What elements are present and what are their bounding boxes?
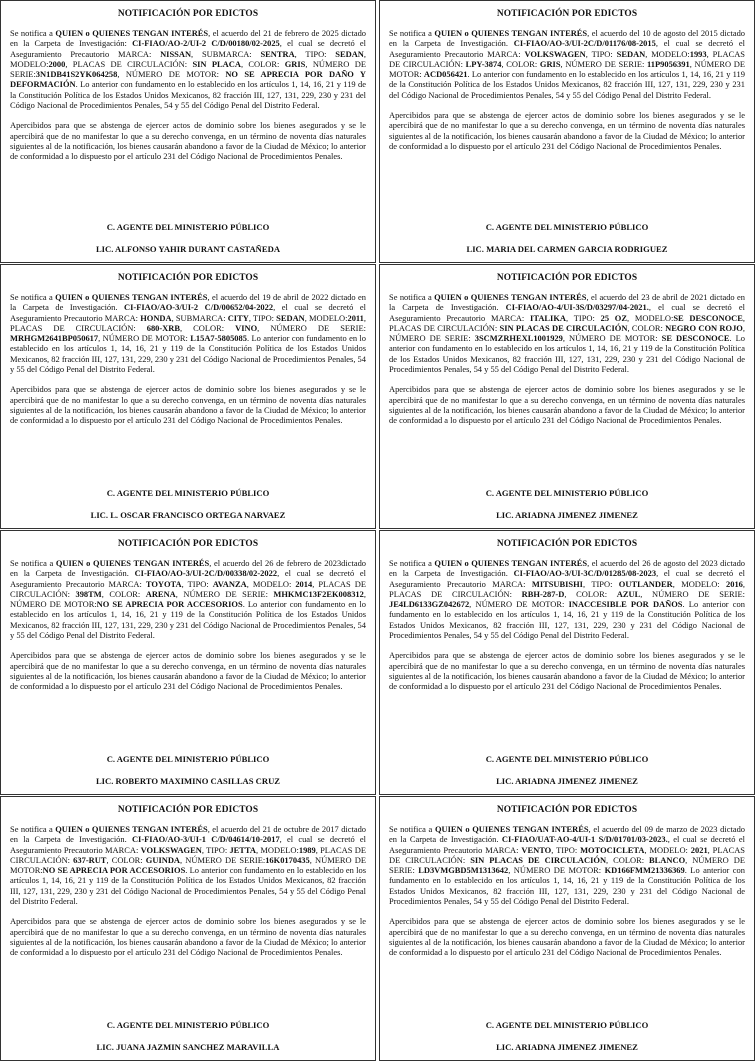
edict-notice <box>0 530 376 795</box>
signature-role: C. AGENTE DEL MINISTERIO PÚBLICO <box>106 488 270 498</box>
signer-name: LIC. ROBERTO MAXIMINO CASILLAS CRUZ <box>95 776 281 786</box>
notice-heading: NOTIFICACIÓN POR EDICTOS <box>496 9 638 19</box>
edict-notice <box>379 0 755 263</box>
signature-block <box>389 488 745 524</box>
notice-warning: Apercibidos para que se abstenga de ejercer actos de dominio sobre los bienes asegurados y se le apercibirá que de no manifestar lo que a su derecho convenga, en un término de noventa días naturales siguientes al de la notificación, los bienes causarán abandono a favor de la Ciudad de México; lo anterior de conformidad a lo dispuesto por el artículo 231 del Código Nacional de Procedimientos Penales. <box>389 650 745 692</box>
signer-name: LIC. ARIADNA JIMENEZ JIMENEZ <box>496 1042 638 1052</box>
edict-notice <box>0 264 376 529</box>
notice-warning: Apercibidos para que se abstenga de ejercer actos de dominio sobre los bienes asegurados y se le apercibirá que de no manifestar lo que a su derecho convenga, en un término de noventa días naturales siguientes al de la notificación, los bienes causarán abandono a favor de la Ciudad de México; lo anterior de conformidad a lo dispuesto por el artículo 231 del Código Nacional de Procedimientos Penales. <box>10 120 366 162</box>
notice-body: Se notifica a QUIEN o QUIENES TENGAN INTERÉS, el acuerdo del 26 de agosto del 2023 dictado en la Carpeta de Investigación. CI-FIAO/AO-3/UI-3C/D/01285/08-2023, el cual se decretó el Aseguramiento Precautorio MARCA: MITSUBISHI, TIPO: OUTLANDER, MODELO: 2016, PLACAS DE CIRCULACIÓN: RBH-287-D, COLOR: AZUL, NÚMERO DE SERIE: JE4LD6133GZ042672, NÚMERO DE MOTOR: INACCESIBLE POR DAÑOS. Lo anterior con fundamento en lo establecido en los artículos 1, 14, 16, 21 y 119 de la Constitución Política de los Estados Unidos Mexicanos, 82 fracción III, 127, 131, 229, 230 y 231 del Código Nacional de Procedimientos Penales, 54 y 55 del Código Penal del Distrito Federal. <box>389 558 746 641</box>
signature-block <box>10 222 366 258</box>
notice-body: Se notifica a QUIEN o QUIENES TENGAN INTERÉS, el acuerdo del 26 de febrero de 2023dictado en la Carpeta de Investigación. CI-FIAO/AO-3/UI-2C/D/00338/02-2022, el cual se decretó el Aseguramiento Precautorio MARCA: TOYOTA, TIPO: AVANZA, MODELO: 2014, PLACAS DE CIRCULACIÓN: 398TM, COLOR: ARENA, NÚMERO DE SERIE: MHKMC13F2EK008312, NÚMERO DE MOTOR:NO SE APRECIA POR ACCESORIOS. Lo anterior con fundamento en lo establecido en los artículos 1, 14, 16, 21 y 119 de la Constitución Política de los Estados Unidos Mexicanos, 82 fracción III, 127, 131, 229, 230 y 231 del Código Nacional de Procedimientos Penales, 54 y 55 del Código Penal del Distrito Federal. <box>10 558 367 641</box>
notice-warning: Apercibidos para que se abstenga de ejercer actos de dominio sobre los bienes asegurados y se le apercibirá que de no manifestar lo que a su derecho convenga, en un término de noventa días naturales siguientes al de la notificación, los bienes causarán abandono a favor de la Ciudad de México; lo anterior de conformidad a lo dispuesto por el artículo 231 del Código Nacional de Procedimientos Penales. <box>389 110 745 151</box>
signature-role: C. AGENTE DEL MINISTERIO PÚBLICO <box>106 1020 270 1030</box>
signature-role: C. AGENTE DEL MINISTERIO PÚBLICO <box>485 754 649 764</box>
signature-role: C. AGENTE DEL MINISTERIO PÚBLICO <box>485 488 649 498</box>
signature-role: C. AGENTE DEL MINISTERIO PÚBLICO <box>485 1020 649 1030</box>
notice-heading: NOTIFICACIÓN POR EDICTOS <box>496 273 638 283</box>
signature-block <box>10 488 366 524</box>
notice-body: Se notifica a QUIEN o QUIENES TENGAN INTERÉS, el acuerdo del 21 de octubre de 2017 dictado en la Carpeta de Investigación. CI-FIAO/AO-3/UI-1 C/D/04614/10-2017, el cual se decretó el Aseguramiento Precautorio MARCA: VOLKSWAGEN, TIPO: JETTA, MODELO:1989, PLACAS DE CIRCULACIÓN: 637-RUT, COLOR: GUINDA, NÚMERO DE SERIE:16K0170435, NÚMERO DE MOTOR:NO SE APRECIA POR ACCESORIOS. Lo anterior con fundamento en lo establecido en los artículos 1, 14, 16, 21 y 119 de la Constitución Política de los Estados Unidos Mexicanos, 82 fracción III, 127, 131, 229, 230 y 231 del Código Nacional de Procedimientos Penales, 54 y 55 del Código Penal del Distrito Federal. <box>10 824 367 907</box>
signature-block <box>10 754 366 790</box>
signer-name: LIC. MARIA DEL CARMEN GARCIA RODRIGUEZ <box>466 244 668 254</box>
notice-warning: Apercibidos para que se abstenga de ejercer actos de dominio sobre los bienes asegurados y se le apercibirá que de no manifestar lo que a su derecho convenga, en un término de noventa días naturales siguientes al de la notificación, los bienes causarán abandono a favor de la Ciudad de México; lo anterior de conformidad a lo dispuesto por el artículo 231 del Código Nacional de Procedimientos Penales. <box>10 916 366 958</box>
signer-name: LIC. ARIADNA JIMENEZ JIMENEZ <box>496 776 638 786</box>
notice-body: Se notifica a QUIEN o QUIENES TENGAN INTERÉS, el acuerdo del 10 de agosto del 2015 dictado en la Carpeta de Investigación. CI-FIAO/AO-3/UI-2C/D/01176/08-2015, el cual se decretó el Aseguramiento Precautorio MARCA: VOLKSWAGEN, TIPO: SEDAN, MODELO:1993, PLACAS DE CIRCULACIÓN: LPY-3874, COLOR: GRIS, NÚMERO DE SERIE: 11P9056391, NÚMERO DE MOTOR: ACD056421. Lo anterior con fundamento en lo establecido en los artículos 1, 14, 16, 21 y 119 de la Constitución Política de los Estados Unidos Mexicanos, 82 fracción III, 127, 131, 229, 230 y 231 del Código Nacional de Procedimientos Penales, 54 y 55 del Código Penal del Distrito Federal. <box>389 28 746 100</box>
edict-notice <box>0 796 376 1061</box>
signer-name: LIC. ALFONSO YAHIR DURANT CASTAÑEDA <box>95 244 281 254</box>
signature-block <box>389 754 745 790</box>
notice-warning: Apercibidos para que se abstenga de ejercer actos de dominio sobre los bienes asegurados y se le apercibirá que de no manifestar lo que a su derecho convenga, en un término de noventa días naturales siguientes al de la notificación, los bienes causarán abandono a favor de la Ciudad de México; lo anterior de conformidad a lo dispuesto por el artículo 231 del Código Nacional de Procedimientos Penales. <box>389 916 745 958</box>
notice-heading: NOTIFICACIÓN POR EDICTOS <box>496 805 638 815</box>
notice-heading: NOTIFICACIÓN POR EDICTOS <box>117 805 259 815</box>
notice-body: Se notifica a QUIEN o QUIENES TENGAN INTERÉS, el acuerdo del 19 de abril de 2022 dictado en la Carpeta de Investigación. CI-FIAO/AO-3/UI-2 C/D/00652/04-2022, el cual se decretó el Aseguramiento Precautorio MARCA: HONDA, SUBMARCA: CITY, TIPO: SEDAN, MODELO:2011, PLACAS DE CIRCULACIÓN: 680-XRB, COLOR: VINO, NÚMERO DE SERIE: MRHGM2641BP050617, NÚMERO DE MOTOR: L15A7-5805085. Lo anterior con fundamento en lo establecido en los artículos 1, 14, 16, 21 y 119 de la Constitución Política de los Estados Unidos Mexicanos, 82 fracción III, 127, 131, 229, 230 y 231 del Código Nacional de Procedimientos Penales, 54 y 55 del Código Penal del Distrito Federal. <box>10 292 367 375</box>
edict-notice <box>379 796 755 1061</box>
edict-notice <box>379 264 755 529</box>
notice-body: Se notifica a QUIEN o QUIENES TENGAN INTERÉS, el acuerdo del 21 de febrero de 2025 dictado en la Carpeta de Investigación: CI-FIAO/AO-2/UI-2 C/D/00180/02-2025, el cual se decretó el Aseguramiento Precautorio MARCA: NISSAN, SUBMARCA: SENTRA, TIPO: SEDAN, MODELO:2000, PLACAS DE CIRCULACIÓN: SIN PLACA, COLOR: GRIS, NÚMERO DE SERIE:3N1DB41S2YK064258, NÚMERO DE MOTOR: NO SE APRECIA POR DAÑO Y DEFORMACIÓN. Lo anterior con fundamento en lo establecido en los artículos 1, 14, 16, 21 y 119 de la Constitución Política de los Estados Unidos Mexicanos, 82 fracción III, 127, 131, 229, 230 y 231 del Código Nacional de Procedimientos Penales, 54 y 55 del Código Penal del Distrito Federal. <box>10 28 367 111</box>
signature-role: C. AGENTE DEL MINISTERIO PÚBLICO <box>106 222 270 232</box>
notice-body: Se notifica a QUIEN o QUIENES TENGAN INTERÉS, el acuerdo del 23 de abril de 2021 dictado en la Carpeta de Investigación. CI-FIAO/AO-4/UI-3S/D/03297/04-2021., el cual se decretó el Aseguramiento Precautorio MARCA: ITALIKA, TIPO: 25 OZ, MODELO:SE DESCONOCE, PLACAS DE CIRCULACIÓN: SIN PLACAS DE CIRCULACIÓN, COLOR: NEGRO CON ROJO, NÚMERO DE SERIE: 3SCMZRHEXL1001929, NÚMERO DE MOTOR: SE DESCONOCE. Lo anterior con fundamento en lo establecido en los artículos 1, 14, 16, 21 y 119 de la Constitución Política de los Estados Unidos Mexicanos, 82 fracción III, 127, 131, 229, 230 y 231 del Código Nacional de Procedimientos Penales, 54 y 55 del Código Penal del Distrito Federal. <box>389 292 745 375</box>
edict-notice <box>0 0 376 263</box>
signer-name: LIC. ARIADNA JIMENEZ JIMENEZ <box>496 510 638 520</box>
signature-block <box>10 1020 366 1056</box>
notice-heading: NOTIFICACIÓN POR EDICTOS <box>496 539 638 549</box>
signer-name: LIC. JUANA JAZMIN SANCHEZ MARAVILLA <box>96 1042 280 1052</box>
notice-heading: NOTIFICACIÓN POR EDICTOS <box>117 273 259 283</box>
notice-warning: Apercibidos para que se abstenga de ejercer actos de dominio sobre los bienes asegurados y se le apercibirá que de no manifestar lo que a su derecho convenga, en un término de noventa días naturales siguientes al de la notificación, los bienes causarán abandono a favor de la Ciudad de México; lo anterior de conformidad a lo dispuesto por el artículo 231 del Código Nacional de Procedimientos Penales. <box>10 650 366 692</box>
signature-block <box>389 222 745 258</box>
edict-notice <box>379 530 755 795</box>
signature-role: C. AGENTE DEL MINISTERIO PÚBLICO <box>106 754 270 764</box>
notice-heading: NOTIFICACIÓN POR EDICTOS <box>117 9 259 19</box>
notice-heading: NOTIFICACIÓN POR EDICTOS <box>117 539 259 549</box>
notice-warning: Apercibidos para que se abstenga de ejercer actos de dominio sobre los bienes asegurados y se le apercibirá que de no manifestar lo que a su derecho convenga, en un término de noventa días naturales siguientes al de la notificación, los bienes causarán abandono a favor de la Ciudad de México; lo anterior de conformidad a lo dispuesto por el artículo 231 del Código Nacional de Procedimientos Penales. <box>389 384 745 426</box>
notice-body: Se notifica a QUIEN o QUIENES TENGAN INTERÉS, el acuerdo del 09 de marzo de 2023 dictado en la Carpeta de Investigación. CI-FIAO/UAT-AO-4/UI-1 S/D/01701/03-2023., el cual se decretó el Aseguramiento Precautorio MARCA: VENTO, TIPO: MOTOCICLETA, MODELO: 2021, PLACAS DE CIRCULACIÓN: SIN PLACAS DE CIRCULACIÓN, COLOR: BLANCO, NÚMERO DE SERIE: LD3VMGBD5M1313642, NÚMERO DE MOTOR: KD166FMM21336369. Lo anterior con fundamento en lo establecido en los artículos 1, 14, 16, 21 y 119 de la Constitución Política de los Estados Unidos Mexicanos, 82 fracción III, 127, 131, 229, 230 y 231 del Código Nacional de Procedimientos Penales, 54 y 55 del Código Penal del Distrito Federal. <box>389 824 746 907</box>
signature-role: C. AGENTE DEL MINISTERIO PÚBLICO <box>485 222 649 232</box>
signer-name: LIC. L. OSCAR FRANCISCO ORTEGA NARVAEZ <box>90 510 286 520</box>
signature-block <box>389 1020 745 1056</box>
notice-warning: Apercibidos para que se abstenga de ejercer actos de dominio sobre los bienes asegurados y se le apercibirá que de no manifestar lo que a su derecho convenga, en un término de noventa días naturales siguientes al de la notificación, los bienes causarán abandono a favor de la Ciudad de México; lo anterior de conformidad a lo dispuesto por el artículo 231 del Código Nacional de Procedimientos Penales. <box>10 384 366 426</box>
